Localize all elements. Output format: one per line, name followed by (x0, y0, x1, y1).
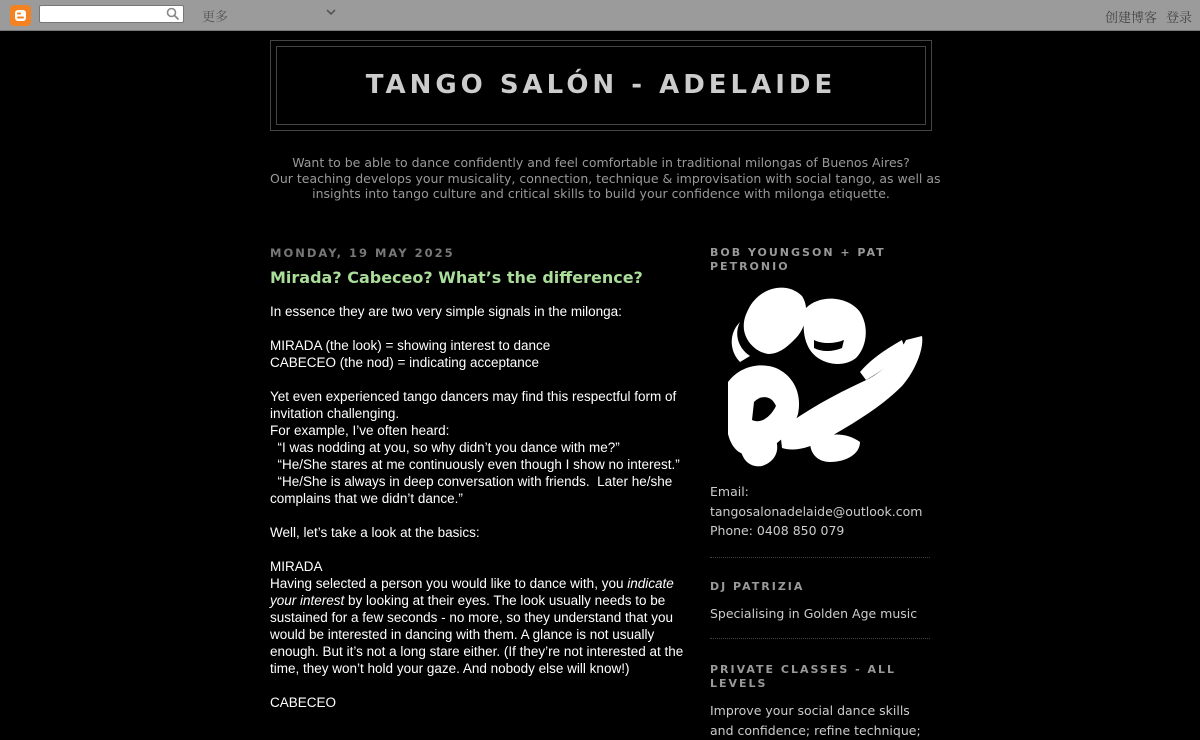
blogger-logo-icon[interactable] (10, 5, 31, 26)
email-link[interactable]: tangosalonadelaide@outlook.com (710, 503, 923, 519)
post-paragraph: For example, I’ve often heard: (270, 423, 450, 438)
email-label: Email: (710, 484, 749, 499)
private-classes-text: Improve your social dance skills and confidence; refine technique; (710, 703, 921, 738)
post-quote: “He/She stares at me continuously even though I show no interest.” (270, 457, 680, 472)
dj-widget-title: DJ PATRIZIA (710, 579, 805, 593)
dj-widget (710, 580, 930, 640)
main-column (270, 246, 690, 711)
search-icon[interactable] (166, 7, 180, 21)
description-line-1: Want to be able to dance confidently and feel comfortable in traditional milongas of Buenos Aires? (292, 155, 910, 170)
dj-widget-text: Specialising in Golden Age music (710, 605, 918, 621)
private-classes-widget (710, 663, 930, 740)
post-subheading-mirada: MIRADA (270, 559, 323, 574)
post-quote: “He/She is always in deep conversation with friends. Later he/she complains that we didn’t dance.” (270, 474, 676, 506)
blog-header-inner (276, 46, 926, 125)
description-line-3: insights into tango culture and critical skills to build your confidence with milonga etiquette. (312, 186, 890, 201)
blog-title[interactable]: TANGO SALÓN - ADELAIDE (365, 70, 837, 100)
navbar-more-menu[interactable]: 更多 (202, 10, 229, 25)
phone-text: Phone: 0408 850 079 (710, 523, 845, 538)
post-emphasis: indicate your interest (270, 576, 674, 608)
navbar-search-input[interactable] (39, 5, 184, 23)
profile-widget-title: BOB YOUNGSON + PAT PETRONIO (710, 246, 886, 273)
blogger-navbar (0, 0, 1200, 31)
post-title[interactable]: Mirada? Cabeceo? What’s the difference? (270, 268, 643, 287)
post-paragraph-mirada (270, 575, 690, 677)
blog-description (270, 155, 941, 202)
tango-couple-illustration (710, 282, 930, 472)
profile-image[interactable] (710, 282, 930, 472)
post-quote: “I was nodding at you, so why didn’t you dance with me?” (270, 440, 620, 455)
profile-contact (710, 482, 930, 541)
blog-header (270, 40, 932, 131)
post-paragraph: In essence they are two very simple signals in the milonga: (270, 304, 622, 319)
profile-widget (710, 246, 930, 558)
create-blog-link[interactable]: 创建博客 (1104, 11, 1157, 26)
post-text: by looking at their eyes. The look usually needs to be sustained for a few seconds - no more, so they understand that you would be interested in dancing with them. A glance is not usually enough. But it’s not a long stare either. (If they’re not interested at the time, they won’t hold your gaze. And nobody else will know!) (270, 593, 684, 676)
description-line-2: Our teaching develops your musicality, connection, technique & improvisation with social tango, as well as (270, 170, 941, 186)
chevron-down-icon[interactable] (326, 8, 336, 16)
post-body (270, 303, 690, 711)
post-line-cabeceo-def: CABECEO (the nod) = indicating acceptance (270, 355, 540, 370)
sidebar (710, 246, 930, 740)
post-paragraph: Yet even experienced tango dancers may find this respectful form of invitation challenging. (270, 389, 677, 421)
post-text: Having selected a person you would like to dance with, you (270, 576, 628, 591)
post-line-mirada-def: MIRADA (the look) = showing interest to dance (270, 338, 551, 353)
private-classes-title: PRIVATE CLASSES - ALL LEVELS (710, 663, 897, 690)
post-date: MONDAY, 19 MAY 2025 (270, 246, 455, 260)
post-subheading-cabeceo: CABECEO (270, 695, 337, 710)
post-paragraph: Well, let’s take a look at the basics: (270, 525, 480, 540)
login-link[interactable]: 登录 (1165, 11, 1192, 26)
